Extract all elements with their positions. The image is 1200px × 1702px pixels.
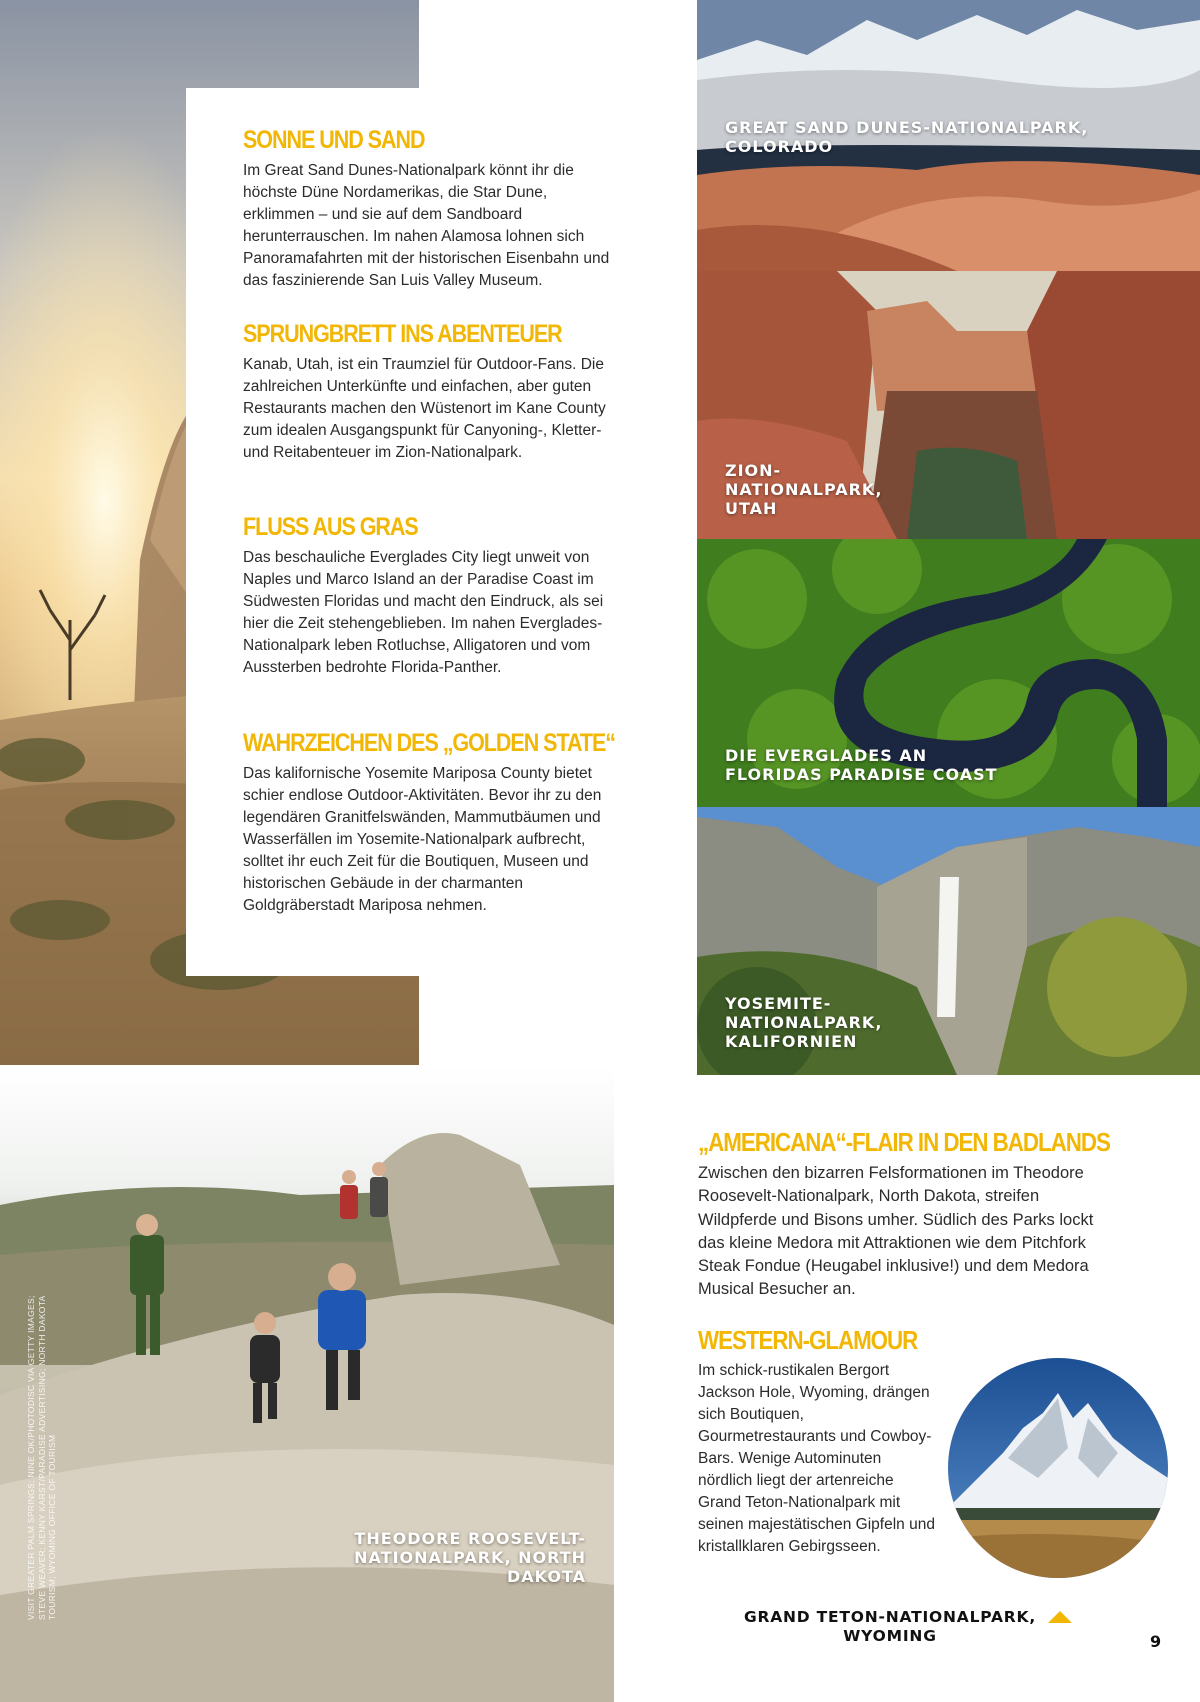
great-sand-dunes-photo [697,0,1200,271]
zion-canyon-photo [697,271,1200,539]
photo-credits: VISIT GREATER PALM SPRINGS; NINE OK/PHOTODISC VIA GETTY IMAGES; STEVE WEAVER; KENNY KARST/PARADISE ADVERTISING; NORTH DAKOTA TOURISM; WYOMING OFFICE OF TOURISM [26,1295,57,1620]
article-headline: SPRUNGBRETT INS ABENTEUER [243,320,562,348]
article-headline: „AMERICANA“-FLAIR IN DEN BADLANDS [698,1127,1110,1157]
article-sprungbrett [243,320,613,464]
yosemite-caption: YOSEMITE- NATIONALPARK, KALIFORNIEN [725,994,883,1051]
triangle-pointer-icon [1048,1611,1072,1623]
article-headline: WAHRZEICHEN DES „GOLDEN STATE“ [243,729,615,757]
article-body: Das kalifornische Yosemite Mariposa County bietet schier endlose Outdoor-Aktivitäten. Bevor ihr zu den legendären Granitfelswänden, Mammutbäumen und Wasserfällen im Yosemite-Nationalpark aufbrecht, solltet ihr euch Zeit für die Boutiquen, Museen und historischen Gebäude in der charmanten Goldgräberstadt Mariposa nehmen. [243,765,602,914]
article-western-glamour [698,1326,938,1558]
page-number: 9 [1150,1632,1162,1651]
article-fluss-aus-gras [243,513,613,679]
article-headline: FLUSS AUS GRAS [243,513,418,541]
article-headline: WESTERN-GLAMOUR [698,1325,918,1355]
grand-teton-photo [948,1358,1168,1578]
article-body: Im Great Sand Dunes-Nationalpark könnt ihr die höchste Düne Nordamerikas, die Star Dune, erklimmen – und sie auf dem Sandboard herunterrauschen. Im nahen Alamosa lohnen sich Panoramafahrten mit der historischen Eisenbahn und das faszinierende San Luis Valley Museum. [243,162,610,289]
badlands-family-photo [0,1065,614,1702]
article-body: Zwischen den bizarren Felsformationen im Theodore Roosevelt-Nationalpark, North Dakota, streifen Wildpferde und Bisons umher. Südlich des Parks lockt das kleine Medora mit Attraktionen wie dem Pitchfork Steak Fondue (Heugabel inklusive!) und dem Medora Musical Besucher an. [698,1164,1094,1299]
teton-caption: GRAND TETON-NATIONALPARK, WYOMING [743,1608,1037,1645]
yosemite-falls-photo [697,807,1200,1075]
zion-caption: ZION- NATIONALPARK, UTAH [725,461,883,518]
article-sonne-und-sand [243,126,613,292]
article-body: Das beschauliche Everglades City liegt unweit von Naples und Marco Island an der Paradise Coast im Südwesten Floridas und macht den Eindruck, als sei hier die Zeit stehengeblieben. Im nahen Everglades-Nationalpark leben Rotluchse, Alligatoren und vom Aussterben bedrohte Florida-Panther. [243,549,604,676]
article-body: Im schick-rustikalen Bergort Jackson Hole, Wyoming, drängen sich Boutiquen, Gourmetrestaurants und Cowboy-Bars. Wenige Autominuten nördlich liegt der artenreiche Grand Teton-Nationalpark mit seinen majestätischen Gipfeln und kristallklaren Gebirgsseen. [698,1362,935,1555]
article-body: Kanab, Utah, ist ein Traumziel für Outdoor-Fans. Die zahlreichen Unterkünfte und einfachen, aber guten Restaurants machen den Wüstenort im Kane County zum idealen Ausgangspunkt für Canyoning-, Kletter- und Reitabenteuer im Zion-Nationalpark. [243,356,606,461]
badlands-caption: THEODORE ROOSEVELT- NATIONALPARK, NORTH DAKOTA [354,1529,586,1586]
article-golden-state [243,729,613,917]
article-americana [698,1127,1110,1302]
article-headline: SONNE UND SAND [243,126,425,154]
text-card [186,88,614,976]
everglades-river-photo [697,539,1200,807]
dunes-caption: GREAT SAND DUNES-NATIONALPARK, COLORADO [725,118,1089,156]
everglades-caption: DIE EVERGLADES AN FLORIDAS PARADISE COAST [725,746,998,784]
